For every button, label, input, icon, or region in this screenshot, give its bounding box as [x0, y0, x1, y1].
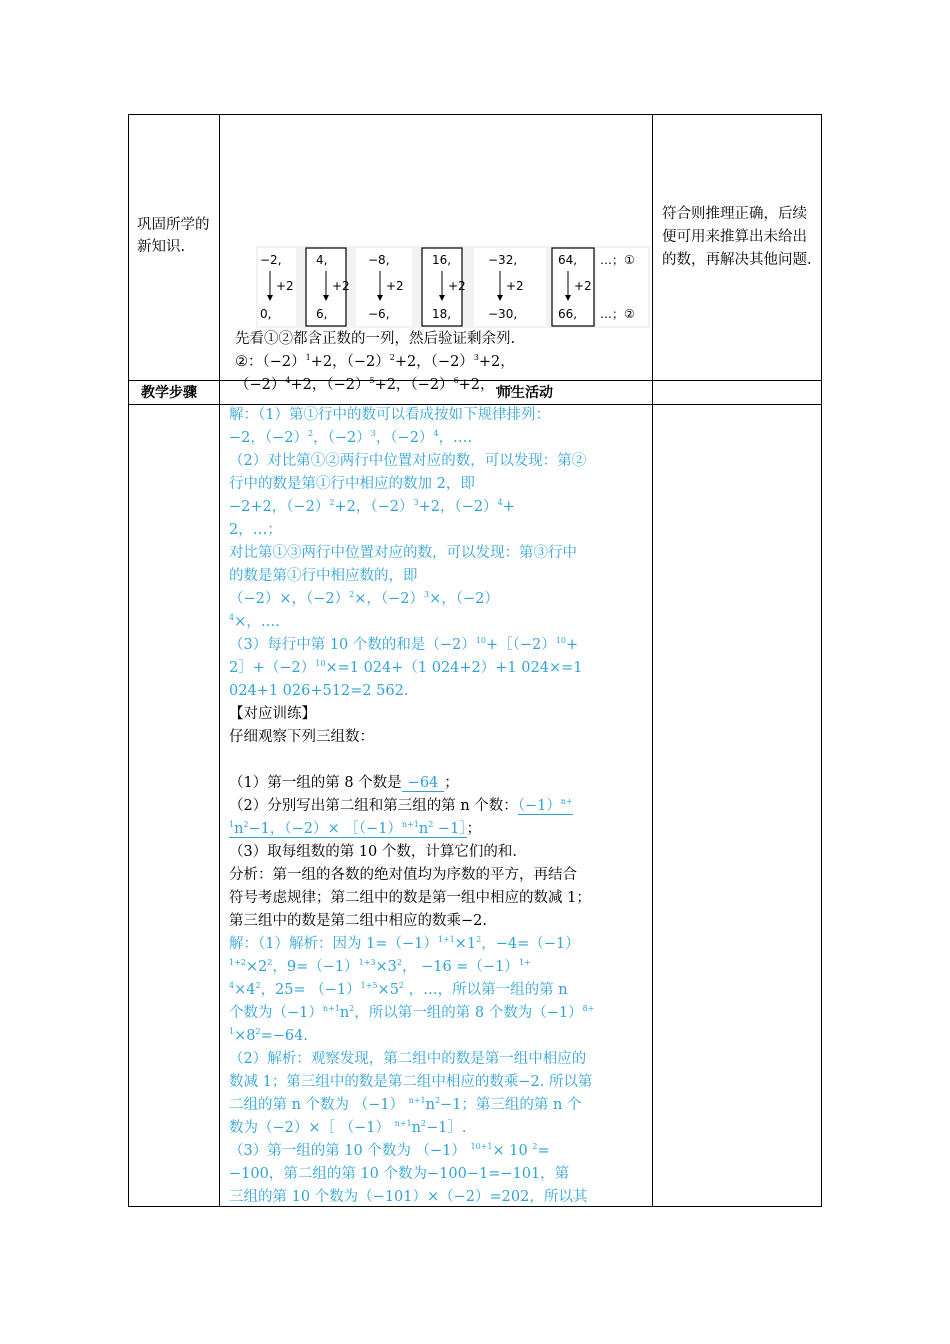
- practice-solution-line: 数为（−2）×［ （−1） $^{n+1}n^2-1]$.: [229, 1119, 467, 1136]
- row2-expansion-a: ②：$(-2)^1+2$，$(-2)^2+2$，$(-2)^3+2$，: [235, 353, 515, 370]
- practice-solution-line: （3）第一组的第 10 个数为 （−1） $^{10+1}$× 10 $^2$=: [229, 1142, 550, 1159]
- solution-line: −2，$(-2)^2$，$(-2)^3$，$(-2)^4$，….: [229, 429, 473, 446]
- solution-line: 024+1 026+512=2 562.: [229, 683, 409, 699]
- verify-instruction: 先看①②都含正数的一列，然后验证剩余列.: [235, 331, 516, 347]
- table-divider-1: [219, 114, 220, 1207]
- top-row-value: 16,: [432, 253, 452, 267]
- top-row-value: 64,: [558, 253, 578, 267]
- practice-solution-line: 解：（1）解析：因为 $1=(-1)^{1+1}\times 1^2$，−4=（−1）: [229, 935, 580, 952]
- top-row-value: −32,: [488, 253, 518, 267]
- step-label: +2: [448, 279, 466, 293]
- header-teaching-steps: 教学步骤: [141, 385, 197, 401]
- bottom-row-value: 18,: [432, 307, 452, 321]
- header-activities: 师生活动: [497, 385, 553, 401]
- solution-line: 行中的数是第①行中相应的数加 2，即: [229, 476, 475, 492]
- question-2: （2）分别写出第二组和第三组的第 n 个数：$(-1)^{n+}$: [229, 797, 573, 814]
- analysis-line: 第三组中的数是第二组中相应的数乘−2.: [229, 913, 487, 929]
- practice-solution-line: 三组的第 10 个数为（−101）×（−2）=202，所以其: [229, 1189, 588, 1205]
- practice-intro: 仔细观察下列三组数：: [229, 729, 374, 745]
- solution-line: $^4$×，….: [229, 613, 280, 630]
- step-label: +2: [506, 279, 524, 293]
- row2-expansion-b: $(-2)^4+2$，$(-2)^5+2$，$(-2)^6+2$，….: [235, 376, 514, 393]
- top-row-value: 4,: [316, 253, 328, 267]
- step-label: +2: [332, 279, 350, 293]
- solution-line: 的数是第①行中相应数的，即: [229, 568, 418, 584]
- solution-line: （3）每行中第 10 个数的和是$(-2)^{10}+[(-2)^{10}+$: [229, 636, 579, 653]
- table-border-right: [821, 114, 822, 1207]
- practice-solution-line: 二组的第 n 个数为 （−1） $^{n+1}n^2-1$；第三组的第 n 个: [229, 1096, 582, 1113]
- analysis-line: 符号考虑规律；第二组中的数是第一组中相应的数减 1；: [229, 890, 591, 906]
- practice-solution-line: −100，第二组的第 10 个数为−100−1=−101，第: [229, 1166, 570, 1182]
- top-row-value: −8,: [368, 253, 390, 267]
- solution-line: −2+2，$(-2)^2+2$，$(-2)^3+2$，$(-2)^4+$: [229, 498, 515, 515]
- analysis-line: 分析：第一组的各数的绝对值均为序数的平方，再结合: [229, 867, 577, 883]
- practice-solution-line: 数减 1；第三组中的数是第二组中相应的数乘−2. 所以第: [229, 1074, 593, 1090]
- top-row-value: −2,: [260, 253, 282, 267]
- step-label: +2: [574, 279, 592, 293]
- question-1: （1）第一组的第 8 个数是 −64 ；: [229, 775, 459, 791]
- answer-2a: $(-1)^{n+}$: [517, 797, 573, 814]
- top-row-end: …；①: [600, 253, 635, 267]
- table-divider-2: [652, 114, 653, 1207]
- solution-line: 2，…；: [229, 522, 282, 538]
- practice-solution-line: $^{1+2}\times 2^2$，$9=(-1)^{1+3}\times 3^2$， $-16 =(-1)^{1+}$: [229, 958, 531, 975]
- solution-line: （2）对比第①②两行中位置对应的数，可以发现：第②: [229, 453, 587, 469]
- question-3: （3）取每组数的第 10 个数，计算它们的和.: [229, 844, 518, 860]
- practice-solution-line: （2）解析：观察发现，第二组中的数是第一组中相应的: [229, 1051, 587, 1067]
- left-cell-text: 巩固所学的新知识.: [137, 217, 210, 255]
- table-border-left: [128, 114, 129, 1207]
- solution-line: 解：（1）第①行中的数可以看成按如下规律排列：: [229, 407, 550, 423]
- bottom-row-value: −30,: [488, 307, 518, 321]
- answer-1: −64: [402, 775, 445, 792]
- question-2-cont: $^1n^2-1$，$(-2)\times [(-1)^{n+1}n^2$ −1］；: [229, 820, 482, 837]
- bottom-row-value: −6,: [368, 307, 390, 321]
- bottom-row-value: 6,: [316, 307, 328, 321]
- step-label: +2: [276, 279, 294, 293]
- solution-line: $2]+(-2)^{10}\times=1$ 024+（1 024+2）+1 024×=1: [229, 659, 583, 676]
- bottom-row-value: 0,: [260, 307, 272, 321]
- bottom-row-end: …；②: [600, 307, 635, 321]
- bottom-row-value: 66,: [558, 307, 578, 321]
- practice-heading: 【对应训练】: [229, 706, 316, 722]
- number-rows-diagram: [256, 246, 650, 328]
- step-label: +2: [386, 279, 404, 293]
- practice-solution-line: $^1\times 8^2=-64$.: [229, 1027, 308, 1044]
- solution-line: 对比第①③两行中位置对应的数，可以发现：第③行中: [229, 545, 577, 561]
- answer-2b: $^1n^2-1$，$(-2)\times [(-1)^{n+1}n^2$ −1］: [229, 820, 467, 837]
- practice-solution-line: 个数为$(-1)^{n+1}n^2$，所以第一组的第 8 个数为$(-1)^{8+}$: [229, 1004, 595, 1021]
- right-cell-text: 符合则推理正确，后续便可用来推算出未给出的数，再解决其他问题.: [662, 206, 812, 268]
- solution-line: （−2）×，$(-2)^2\times$，$(-2)^3\times$，（−2）: [229, 590, 499, 607]
- table-border-top: [128, 114, 822, 115]
- practice-solution-line: $^4\times 4^2$，$25= (-1)^{1+5}\times 5^2$ ，…，所以第一组的第 n: [229, 981, 568, 998]
